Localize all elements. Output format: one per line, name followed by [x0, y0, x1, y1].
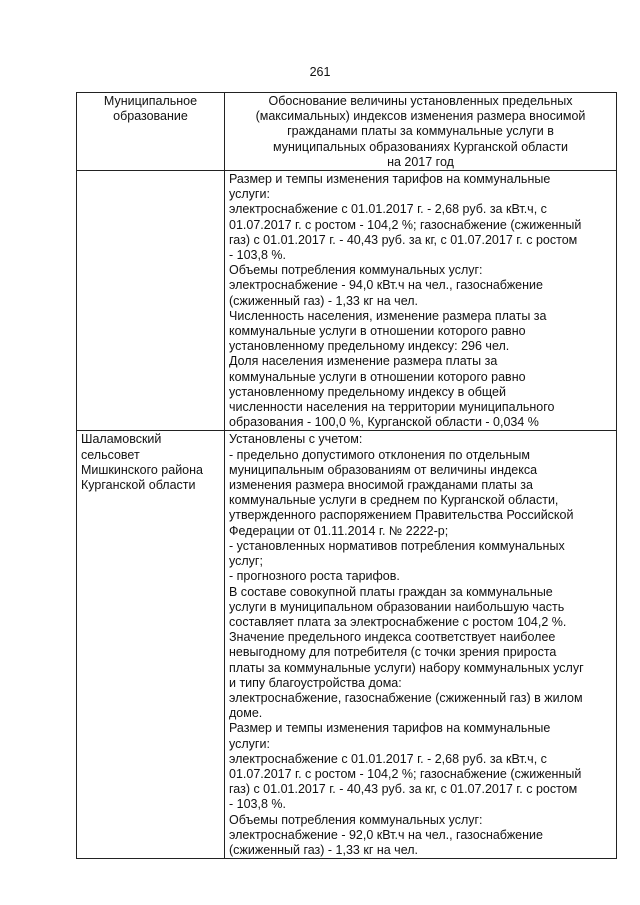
text-line: Установлены с учетом: [229, 432, 363, 447]
text-line: (сжиженный газ) - 1,33 кг на чел. [229, 293, 419, 308]
text-line: гражданами платы за коммунальные услуги в [287, 124, 554, 139]
text-line: 01.07.2017 г. с ростом - 104,2 %; газоснабжение (сжиженный [229, 217, 582, 232]
text-line: невыгодному для потребителя (с точки зрения прироста [229, 645, 557, 660]
text-line: Объемы потребления коммунальных услуг: [229, 263, 483, 278]
justification-cell [225, 171, 617, 431]
text-line: Шаламовский [81, 432, 162, 447]
text-line: муниципальных образованиях Курганской области [273, 139, 568, 154]
text-line: услуги в муниципальном образовании наибольшую часть [229, 599, 565, 614]
text-line: утвержденного распоряжением Правительства Российской [229, 508, 574, 523]
text-line: коммунальные услуги в отношении которого равно [229, 324, 526, 339]
text-line: Размер и темпы изменения тарифов на коммунальные [229, 172, 551, 187]
text-line: и типу благоустройства дома: [229, 675, 402, 690]
text-line: численности населения на территории муниципального [229, 400, 555, 415]
table-header-row [77, 93, 617, 171]
text-line: - установленных нормативов потребления коммунальных [229, 538, 565, 553]
text-line: электроснабжение с 01.01.2017 г. - 2,68 руб. за кВт.ч, с [229, 202, 547, 217]
text-line: Размер и темпы изменения тарифов на коммунальные [229, 721, 551, 736]
text-line: Объемы потребления коммунальных услуг: [229, 812, 483, 827]
text-line: Федерации от 01.11.2014 г. № 2222-р; [229, 523, 449, 538]
text-line: услуги: [229, 736, 270, 751]
text-line: муниципальным образованиям от величины индекса [229, 462, 538, 477]
header-justification [225, 93, 617, 171]
text-line: составляет плата за электроснабжение с ростом 104,2 %. [229, 614, 567, 629]
justification-table [76, 92, 617, 859]
text-line: (максимальных) индексов изменения размера вносимой [255, 109, 586, 124]
text-line: образование [113, 109, 188, 124]
text-line: электроснабжение - 92,0 кВт.ч на чел., газоснабжение [229, 827, 543, 842]
text-line: Доля населения изменение размера платы за [229, 354, 498, 369]
text-line: - 103,8 %. [229, 797, 286, 812]
text-line: Значение предельного индекса соответствует наиболее [229, 630, 556, 645]
text-line: - 103,8 %. [229, 248, 286, 263]
text-line: электроснабжение, газоснабжение (сжиженный газ) в жилом [229, 690, 583, 705]
text-line: Муниципальное [103, 94, 198, 108]
text-line: (сжиженный газ) - 1,33 кг на чел. [229, 842, 419, 857]
page-number: 261 [309, 65, 331, 79]
text-line: сельсовет [81, 447, 140, 462]
text-line: коммунальные услуги в среднем по Курганской области, [229, 493, 559, 508]
text-line: Мишкинского района [81, 462, 203, 477]
text-line: электроснабжение с 01.01.2017 г. - 2,68 руб. за кВт.ч, с [229, 751, 547, 766]
text-line: услуг; [229, 554, 263, 569]
text-line: 01.07.2017 г. с ростом - 104,2 %; газоснабжение (сжиженный [229, 766, 582, 781]
text-line: услуги: [229, 187, 270, 202]
text-line: Обоснование величины установленных предельных [268, 94, 573, 108]
text-line: изменения размера вносимой гражданами платы за [229, 478, 533, 493]
table-row [77, 431, 617, 859]
text-line: газ) с 01.01.2017 г. - 40,43 руб. за кг, с 01.07.2017 г. с ростом [229, 232, 578, 247]
text-line: - предельно допустимого отклонения по отдельным [229, 447, 531, 462]
text-line: электроснабжение - 94,0 кВт.ч на чел., газоснабжение [229, 278, 543, 293]
header-municipality [77, 93, 225, 171]
justification-cell [225, 431, 617, 859]
text-line: - прогнозного роста тарифов. [229, 569, 400, 584]
text-line: Курганской области [81, 478, 196, 493]
text-line: газ) с 01.01.2017 г. - 40,43 руб. за кг, с 01.07.2017 г. с ростом [229, 782, 578, 797]
municipality-cell [77, 171, 225, 431]
table-row [77, 171, 617, 431]
text-line: платы за коммунальные услуги) набору коммунальных услуг [229, 660, 584, 675]
text-line: коммунальные услуги в отношении которого равно [229, 369, 526, 384]
text-line: доме. [229, 706, 263, 721]
text-line: образования - 100,0 %, Курганской области - 0,034 % [229, 415, 539, 430]
text-line: В составе совокупной платы граждан за коммунальные [229, 584, 553, 599]
text-line: установленному предельному индексу: 296 чел. [229, 339, 510, 354]
text-line: на 2017 год [387, 154, 454, 169]
municipality-cell [77, 431, 225, 859]
text-line: установленному предельному индексу в общей [229, 384, 506, 399]
text-line: Численность населения, изменение размера платы за [229, 308, 547, 323]
